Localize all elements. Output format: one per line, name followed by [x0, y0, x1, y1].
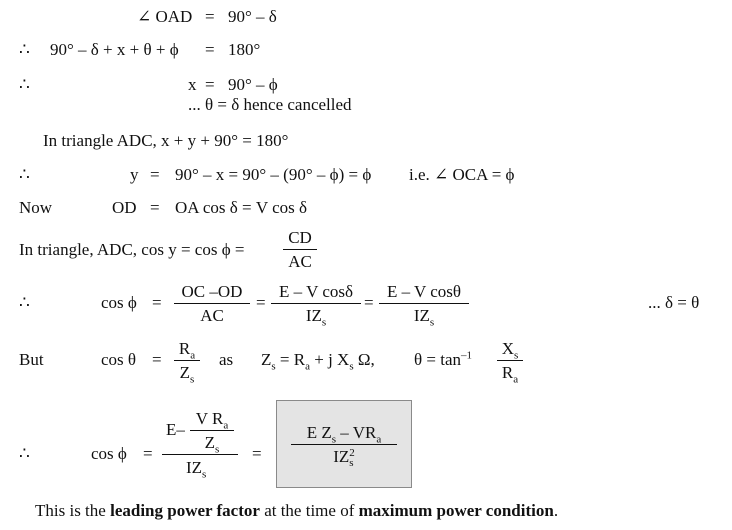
subscript-s: s: [271, 360, 276, 373]
x-text: X: [501, 339, 514, 358]
therefore-symbol: ∴: [19, 75, 30, 94]
e-minus-prefix: E–: [166, 420, 185, 439]
od-value: OA cos δ = V cos δ: [175, 198, 308, 217]
fraction-denominator: AC: [200, 306, 224, 325]
iz-text: IZ: [305, 306, 322, 325]
therefore-symbol: ∴: [19, 293, 30, 312]
subscript-s: s: [215, 443, 220, 456]
fraction-bar: [497, 360, 523, 361]
zs-impedance-expression: [261, 350, 375, 373]
fraction-numerator: [291, 423, 397, 446]
result-box: [276, 400, 412, 488]
fraction-numerator: [497, 339, 523, 362]
equals-sign: =: [256, 293, 266, 312]
angle-oad-value: 90° – δ: [228, 7, 277, 26]
vr-text: V R: [195, 409, 224, 428]
subscript-a: a: [376, 433, 382, 446]
delta-theta-note: ... δ = θ: [648, 293, 700, 312]
x-variable: x: [188, 75, 197, 94]
conclusion-sentence: [35, 501, 558, 521]
angle-oad-label: ∠ OAD: [137, 7, 193, 26]
subscript-a: a: [190, 349, 196, 362]
y-variable: y: [130, 165, 139, 184]
subscript-a: a: [305, 360, 310, 373]
ohm-text: Ω,: [357, 350, 375, 369]
equals-sign: =: [143, 444, 153, 463]
fraction-bar: [283, 249, 317, 250]
minus-vr-text: – VR: [336, 423, 377, 442]
conclusion-end: .: [553, 501, 559, 520]
theta-tan-text: θ = tan: [414, 350, 461, 369]
fraction-denominator: AC: [288, 252, 312, 271]
cos-phi-label: cos ϕ: [101, 293, 137, 312]
maximum-power-condition-bold: maximum power condition: [358, 501, 554, 520]
e-v-costheta-fraction: [379, 282, 469, 329]
ez-text: E Z: [306, 423, 332, 442]
angle-oca-note: i.e. ∠ OCA = ϕ: [409, 165, 515, 184]
main-fraction-bar: [162, 454, 238, 455]
z-text: Z: [204, 433, 216, 452]
oc-od-fraction: [174, 282, 250, 326]
subscript-s: s: [429, 316, 435, 329]
fraction-denominator: [271, 306, 361, 329]
equals-sign: =: [152, 350, 162, 369]
equals-sign: =: [205, 7, 215, 26]
equals-sign: =: [205, 75, 215, 94]
equals-r-text: = R: [279, 350, 306, 369]
iz-text: IZ: [413, 306, 430, 325]
subscript-s: s: [321, 316, 327, 329]
fraction-bar: [174, 303, 250, 304]
iz-text: IZ: [333, 447, 350, 466]
conclusion-mid: at the time of: [259, 501, 359, 520]
fraction-denominator: [174, 363, 200, 386]
cos-phi-label: cos ϕ: [91, 444, 127, 463]
e-v-cosdelta-fraction: [271, 282, 361, 329]
as-label: as: [219, 350, 234, 369]
subscript-s: s: [514, 349, 519, 362]
z-text: Z: [261, 350, 272, 369]
subscript-s: s: [331, 433, 337, 446]
subscript-s: s: [349, 457, 354, 470]
superscript-inverse: –1: [461, 349, 472, 362]
fraction-numerator: E – V cosδ: [279, 282, 353, 301]
x-value: 90° – ϕ: [228, 75, 278, 94]
subscript-s: s: [202, 468, 207, 481]
cancellation-note: ... θ = δ hence cancelled: [188, 95, 352, 114]
fraction-bar: [379, 303, 469, 304]
cos-theta-label: cos θ: [101, 350, 137, 369]
iz-text: IZ: [186, 458, 203, 477]
equals-sign: =: [150, 198, 160, 217]
conclusion-pre: This is the: [35, 501, 111, 520]
angle-sum-value: 180°: [228, 40, 261, 59]
z-text: Z: [179, 363, 191, 382]
fraction-numerator: E – V cosθ: [386, 282, 462, 301]
now-label: Now: [19, 198, 53, 217]
fraction-denominator: [379, 306, 469, 329]
fraction-bar: [174, 360, 200, 361]
vra-over-zs-fraction: [190, 409, 234, 456]
equals-sign: =: [205, 40, 215, 59]
triangle-adc-cos-statement: In triangle, ADC, cos y = cos ϕ =: [19, 240, 245, 259]
fraction-denominator: [291, 447, 397, 468]
subscript-s: s: [349, 360, 354, 373]
equals-sign: =: [364, 293, 374, 312]
superscript-two: 2: [349, 447, 355, 460]
theta-tan-expression: [414, 350, 472, 370]
result-fraction: [291, 423, 397, 468]
fraction-numerator: [190, 409, 234, 432]
ra-over-zs-fraction: [174, 339, 200, 386]
triangle-adc-statement: In triangle ADC, x + y + 90° = 180°: [43, 131, 289, 150]
fraction-numerator: [174, 339, 200, 362]
leading-power-factor-bold: leading power factor: [110, 501, 260, 520]
plus-jx-text: + j X: [314, 350, 350, 369]
r-text: R: [501, 363, 514, 382]
subscript-a: a: [513, 373, 519, 386]
fraction-numerator: CD: [288, 228, 312, 247]
equals-sign: =: [150, 165, 160, 184]
main-denominator: [186, 458, 207, 481]
xs-over-ra-fraction: [497, 339, 523, 386]
equals-sign: =: [252, 444, 262, 463]
fraction-numerator: OC –OD: [181, 282, 243, 301]
cd-over-ac-fraction: [283, 228, 317, 272]
subscript-a: a: [223, 419, 229, 432]
therefore-symbol: ∴: [19, 444, 30, 463]
r-text: R: [178, 339, 191, 358]
od-variable: OD: [112, 198, 137, 217]
therefore-symbol: ∴: [19, 40, 30, 59]
therefore-symbol: ∴: [19, 165, 30, 184]
but-label: But: [19, 350, 44, 369]
subscript-s: s: [190, 373, 195, 386]
y-derivation: 90° – x = 90° – (90° – ϕ) = ϕ: [175, 165, 372, 184]
angle-sum-expression: 90° – δ + x + θ + ϕ: [50, 40, 179, 59]
equals-sign: =: [152, 293, 162, 312]
fraction-bar: [271, 303, 361, 304]
fraction-denominator: [497, 363, 523, 386]
fraction-denominator: [190, 433, 234, 456]
